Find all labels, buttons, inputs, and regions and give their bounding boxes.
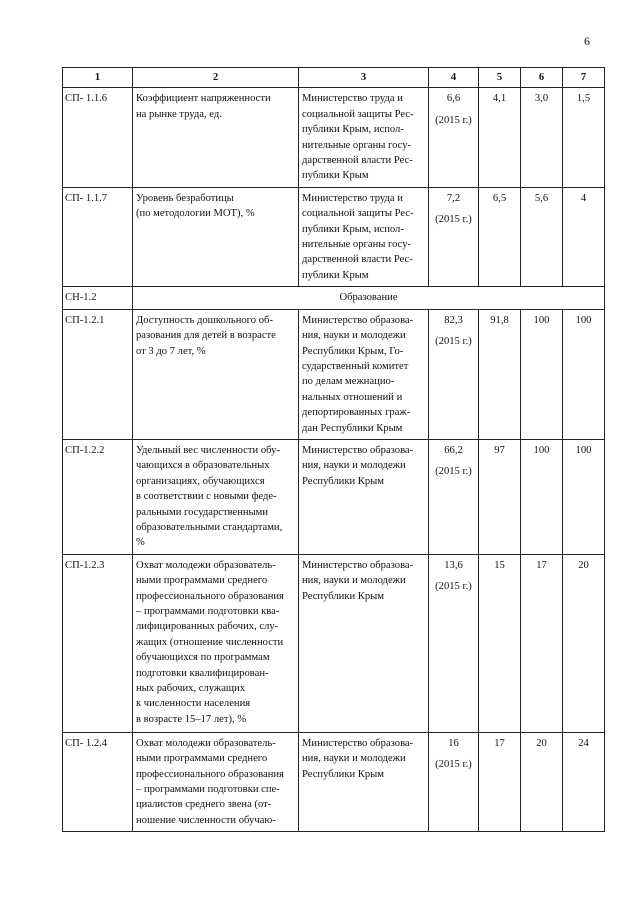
section-title: Образование: [133, 287, 605, 309]
indicator-name-line: в соответствии с новыми феде-: [136, 491, 277, 503]
base-value-year: (2015 г.): [435, 336, 472, 348]
header-cell: 7: [563, 68, 605, 88]
target-value-col5: 15: [479, 554, 521, 732]
base-value-number: 66,2: [444, 444, 463, 456]
header-cell: 1: [63, 68, 133, 88]
responsible-org-line: публики Крым, испол-: [302, 223, 404, 235]
indicator-name-line: циалистов среднего звена (от-: [136, 799, 272, 811]
base-value-year: (2015 г.): [435, 114, 472, 126]
indicator-name-line: от 3 до 7 лет, %: [136, 345, 206, 357]
indicator-code: СП-1.2.2: [63, 439, 133, 554]
target-value-col7: 100: [563, 309, 605, 439]
target-value-col5: 4,1: [479, 88, 521, 187]
indicator-code: СП-1.2.3: [63, 554, 133, 732]
base-value: [429, 187, 479, 286]
responsible-org-line: социальной защиты Рес-: [302, 108, 414, 120]
target-value-col7: 24: [563, 732, 605, 831]
responsible-org-line: нительные органы госу-: [302, 239, 412, 251]
responsible-org-line: ния, науки и молодежи: [302, 753, 406, 765]
responsible-org-line: нальных отношений и: [302, 391, 403, 403]
responsible-org-line: дан Республики Крым: [302, 422, 403, 434]
base-value: [429, 439, 479, 554]
target-value-col5: 17: [479, 732, 521, 831]
indicator-name-line: – программами подготовки ква-: [136, 606, 280, 617]
indicator-name-line: Доступность дошкольного об-: [136, 314, 273, 326]
responsible-org-line: Министерство образова-: [302, 314, 414, 326]
base-value-year: (2015 г.): [435, 466, 472, 478]
target-value-col7: 4: [563, 187, 605, 286]
responsible-org-line: дарственной власти Рес-: [302, 254, 413, 266]
target-value-col6: 20: [521, 732, 563, 831]
base-value-number: 16: [448, 737, 459, 749]
indicator-name-line: ными программами среднего: [136, 753, 268, 765]
responsible-org-line: Республики Крым, Го-: [302, 345, 404, 357]
indicator-name-line: %: [136, 537, 145, 549]
section-row: [63, 287, 605, 309]
indicator-name-line: Уровень безработицы: [136, 192, 234, 204]
responsible-org-line: Министерство образова-: [302, 737, 414, 749]
responsible-org-line: по делам межнацио-: [302, 376, 395, 388]
base-value: [429, 554, 479, 732]
responsible-org-line: ния, науки и молодежи: [302, 460, 406, 472]
indicators-table: [62, 67, 605, 832]
target-value-col6: 100: [521, 439, 563, 554]
indicator-name: [133, 88, 299, 187]
header-cell: 6: [521, 68, 563, 88]
base-value-year: (2015 г.): [435, 759, 472, 771]
indicator-code: СП- 1.2.4: [63, 732, 133, 831]
responsible-org-line: публики Крым, испол-: [302, 124, 404, 136]
responsible-org: [299, 554, 429, 732]
table-row: [63, 554, 605, 732]
indicator-name: [133, 309, 299, 439]
target-value-col6: 100: [521, 309, 563, 439]
responsible-org: [299, 88, 429, 187]
indicator-name-line: (по методологии МОТ), %: [136, 208, 255, 220]
indicator-name-line: организациях, обучающихся: [136, 475, 265, 487]
indicator-name-line: образовательными стандартами,: [136, 521, 283, 533]
target-value-col5: 6,5: [479, 187, 521, 286]
indicator-name-line: обучающихся по программам: [136, 652, 270, 664]
responsible-org: [299, 439, 429, 554]
target-value-col7: 1,5: [563, 88, 605, 187]
responsible-org-line: сударственный комитет: [302, 360, 409, 372]
base-value: [429, 309, 479, 439]
responsible-org-line: публики Крым: [302, 269, 369, 281]
target-value-col5: 97: [479, 439, 521, 554]
responsible-org-line: ния, науки и молодежи: [302, 575, 406, 587]
base-value-year: (2015 г.): [435, 214, 472, 226]
indicator-name: [133, 554, 299, 732]
base-value-year: (2015 г.): [435, 581, 472, 593]
section-code: СН-1.2: [63, 287, 133, 309]
responsible-org: [299, 187, 429, 286]
header-cell: 4: [429, 68, 479, 88]
header-cell: 5: [479, 68, 521, 88]
target-value-col5: 91,8: [479, 309, 521, 439]
responsible-org-line: Министерство образова-: [302, 559, 414, 571]
header-cell: 3: [299, 68, 429, 88]
indicator-name-line: на рынке труда, ед.: [136, 108, 222, 120]
responsible-org-line: Республики Крым: [302, 768, 384, 780]
target-value-col6: 3,0: [521, 88, 563, 187]
indicator-name-line: лифицированных рабочих, слу-: [136, 621, 279, 633]
indicator-name-line: к численности населения: [136, 698, 251, 710]
responsible-org-line: Республики Крым: [302, 590, 384, 602]
table-row: [63, 732, 605, 831]
indicator-name-line: профессионального образования: [136, 590, 284, 602]
indicator-name-line: ральными государственными: [136, 506, 269, 518]
target-value-col7: 100: [563, 439, 605, 554]
header-cell: 2: [133, 68, 299, 88]
responsible-org-line: нительные органы госу-: [302, 139, 412, 151]
table-row: [63, 88, 605, 187]
indicator-name-line: ными программами среднего: [136, 575, 268, 587]
header-row: [63, 68, 605, 88]
responsible-org-line: публики Крым: [302, 170, 369, 182]
responsible-org-line: дарственной власти Рес-: [302, 155, 413, 167]
indicator-name-line: ношение численности обучаю-: [136, 814, 276, 826]
base-value-number: 7,2: [446, 192, 461, 204]
responsible-org-line: Министерство труда и: [302, 93, 403, 105]
indicator-name-line: жащих (отношение численности: [136, 636, 284, 648]
base-value-number: 13,6: [444, 559, 463, 571]
indicator-name-line: – программами подготовки спе-: [136, 784, 280, 795]
indicator-code: СП- 1.1.6: [63, 88, 133, 187]
indicator-code: СП-1.2.1: [63, 309, 133, 439]
responsible-org: [299, 732, 429, 831]
indicator-name-line: Удельный вес численности обу-: [136, 444, 280, 456]
target-value-col6: 17: [521, 554, 563, 732]
indicator-name-line: подготовки квалифицирован-: [136, 667, 269, 679]
base-value-number: 82,3: [444, 314, 463, 326]
indicator-code: СП- 1.1.7: [63, 187, 133, 286]
indicator-name-line: ных рабочих, служащих: [136, 683, 246, 695]
indicator-name: [133, 732, 299, 831]
table-row: [63, 309, 605, 439]
indicator-name-line: Охват молодежи образователь-: [136, 559, 276, 571]
base-value: [429, 88, 479, 187]
indicator-name-line: профессионального образования: [136, 768, 284, 780]
responsible-org-line: Министерство образова-: [302, 444, 414, 456]
responsible-org-line: ния, науки и молодежи: [302, 330, 406, 342]
indicator-name-line: чающихся в образовательных: [136, 460, 270, 472]
indicator-name-line: в возрасте 15–17 лет), %: [136, 713, 247, 725]
responsible-org-line: социальной защиты Рес-: [302, 208, 414, 220]
indicator-name-line: разования для детей в возрасте: [136, 330, 276, 342]
target-value-col6: 5,6: [521, 187, 563, 286]
indicator-name-line: Коэффициент напряженности: [136, 93, 271, 105]
base-value-number: 6,6: [446, 93, 461, 105]
table-row: [63, 439, 605, 554]
indicator-name: [133, 187, 299, 286]
responsible-org-line: Республики Крым: [302, 475, 384, 487]
responsible-org: [299, 309, 429, 439]
responsible-org-line: депортированных граж-: [302, 407, 411, 419]
indicator-name: [133, 439, 299, 554]
indicator-name-line: Охват молодежи образователь-: [136, 737, 276, 749]
page-number: 6: [584, 34, 590, 48]
responsible-org-line: Министерство труда и: [302, 192, 403, 204]
target-value-col7: 20: [563, 554, 605, 732]
base-value: [429, 732, 479, 831]
table-row: [63, 187, 605, 286]
